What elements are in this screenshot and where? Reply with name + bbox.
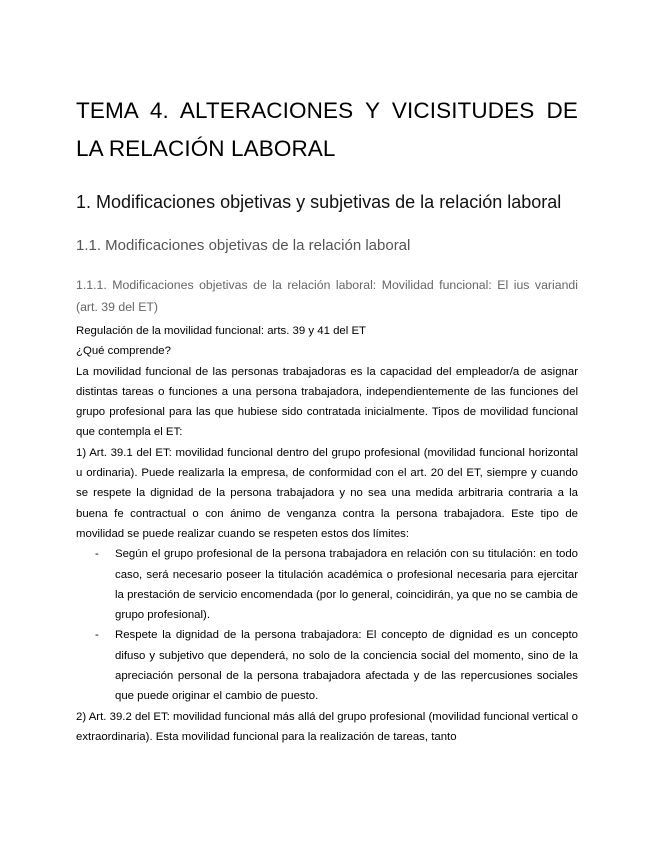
list-item	[76, 625, 578, 706]
document-page	[76, 92, 578, 747]
bullet-dash: -	[95, 548, 99, 561]
paragraph-que-comprende: ¿Qué comprende?	[76, 345, 171, 358]
section-heading-1-1-1: 1.1.1. Modificaciones objetivas de la relación laboral: Movilidad funcional: El ius variandi (art. 39 del ET)	[76, 278, 578, 314]
bullet-dash: -	[95, 629, 99, 642]
list-item-text: Según el grupo profesional de la persona trabajadora en relación con su titulación: en todo caso, será necesario poseer la titulación académica o profesional necesaria para ejercitar la prestación de servicio encomendada (por lo general, coincidirán, ya que no se cambia de grupo profesional).	[115, 548, 578, 622]
paragraph-art-39-2: 2) Art. 39.2 del ET: movilidad funcional más allá del grupo profesional (movilidad funcional vertical o extraordinaria). Esta movilidad funcional para la realización de tareas, tanto	[76, 710, 578, 743]
list-item-text: Respete la dignidad de la persona trabajadora: El concepto de dignidad es un concepto difuso y subjetivo que dependerá, no solo de la conciencia social del momento, sino de la apreciación personal de la persona trabajadora afectada y de las repercusiones sociales que puede originar el cambio de puesto.	[115, 629, 578, 703]
section-heading-1: 1. Modificaciones objetivas y subjetivas de la relación laboral	[76, 192, 562, 212]
paragraph-regulacion: Regulación de la movilidad funcional: arts. 39 y 41 del ET	[76, 325, 366, 337]
section-heading-1-1: 1.1. Modificaciones objetivas de la relación laboral	[76, 237, 411, 254]
list-item	[76, 544, 578, 625]
paragraph-art-39-1: 1) Art. 39.1 del ET: movilidad funcional dentro del grupo profesional (movilidad funcional horizontal u ordinaria). Puede realizarla la empresa, de conformidad con el art. 20 del ET, siempre y cuando se respete la dignidad de la persona trabajadora y no sea una medida arbitraria contraria a la buena fe contractual o con ánimo de venganza contra la persona trabajadora. Este tipo de movilidad se puede realizar cuando se respeten estos dos límites:	[76, 446, 578, 540]
paragraph-definicion: La movilidad funcional de las personas trabajadoras es la capacidad del empleador/a de asignar distintas tareas o funciones a una persona trabajadora, independientemente de las funciones del grupo profesional para las que hubiese sido contratada inicialmente. Tipos de movilidad funcional que contempla el ET:	[76, 365, 578, 439]
limits-list	[76, 544, 578, 706]
document-title: TEMA 4. ALTERACIONES Y VICISITUDES DE LA RELACIÓN LABORAL	[76, 98, 578, 161]
